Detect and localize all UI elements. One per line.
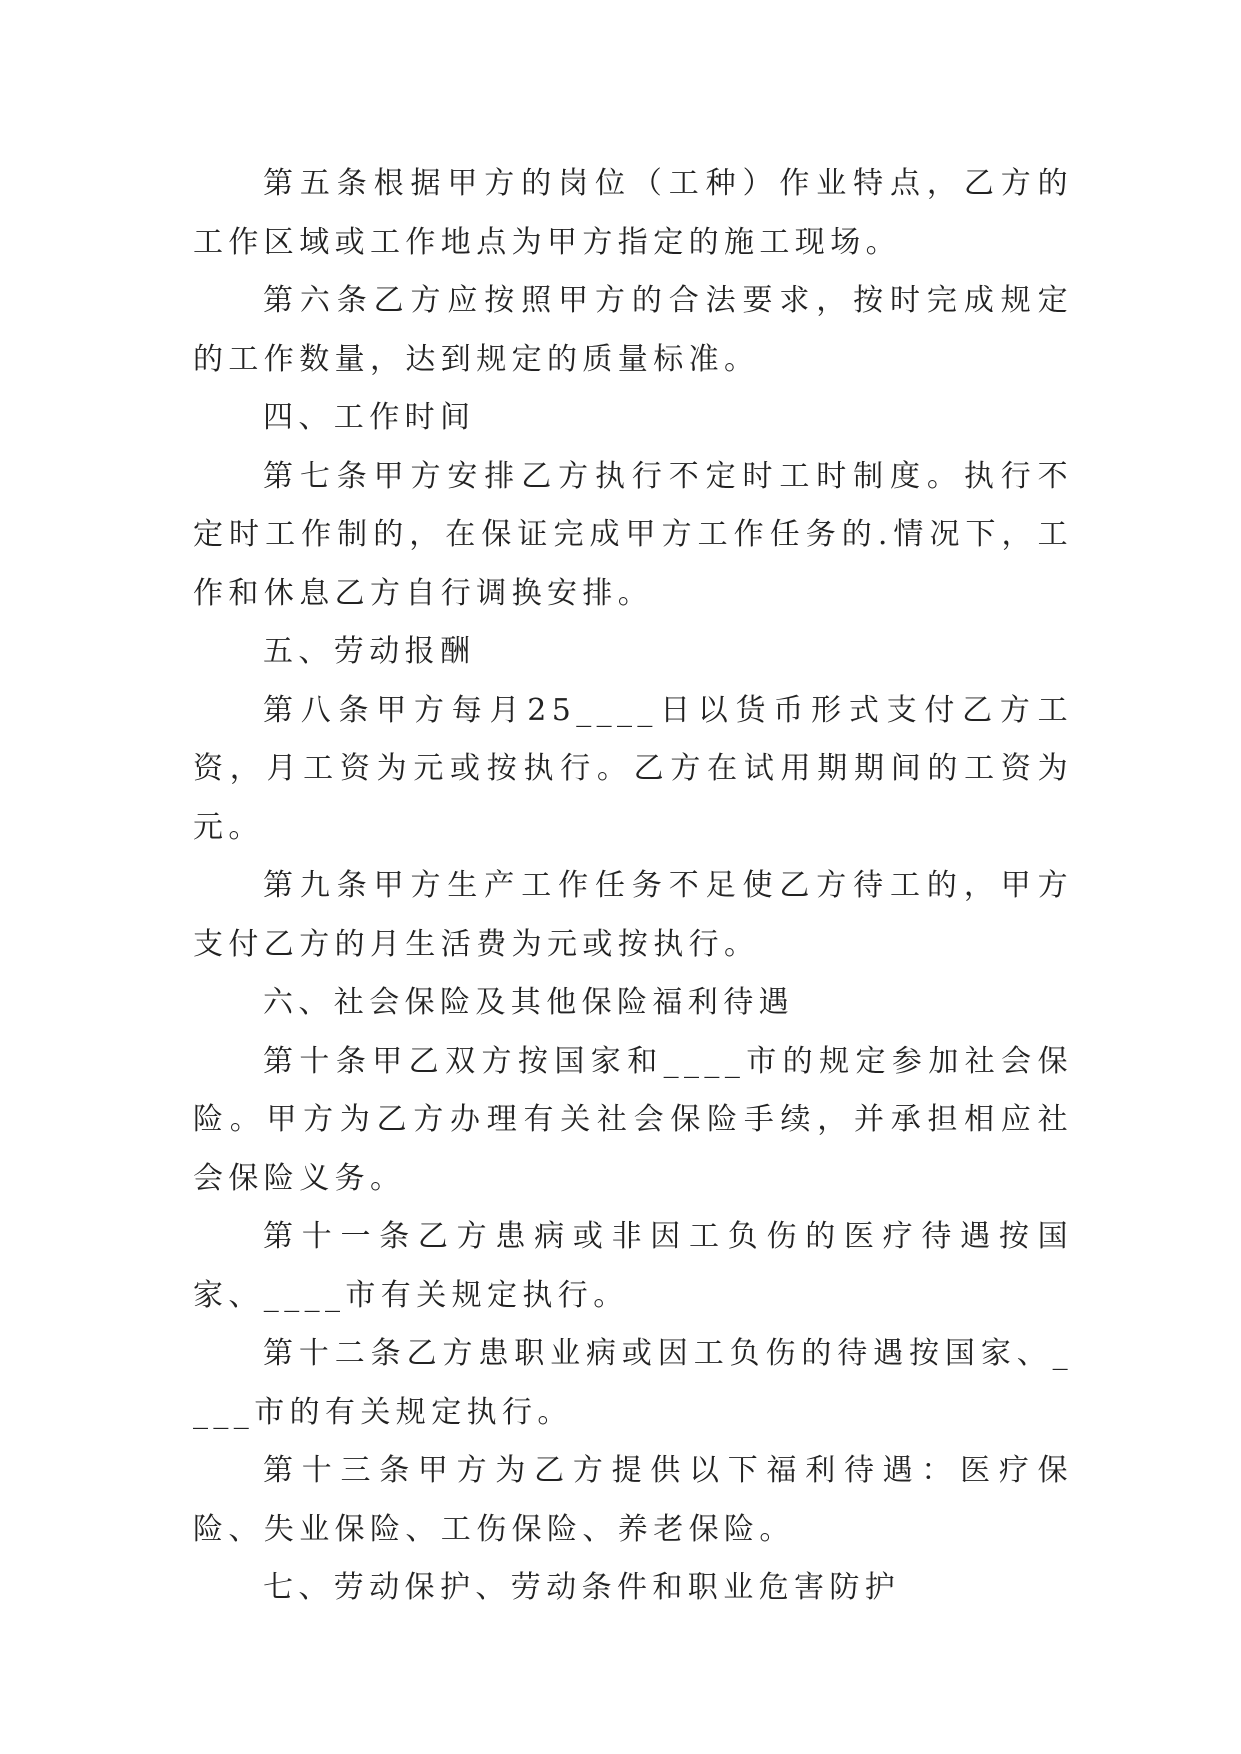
section-heading-remuneration: 五、劳动报酬 xyxy=(263,634,476,669)
document-body xyxy=(193,155,1073,1618)
article-5-paragraph: 第五条根据甲方的岗位（工种）作业特点，乙方的工作区域或工作地点为甲方指定的施工现场。 xyxy=(193,166,1073,260)
section-heading-working-hours: 四、工作时间 xyxy=(263,400,476,435)
article-9-paragraph: 第九条甲方生产工作任务不足使乙方待工的，甲方支付乙方的月生活费为元或按执行。 xyxy=(193,868,1073,962)
article-10-paragraph: 第十条甲乙双方按国家和____市的规定参加社会保险。甲方为乙方办理有关社会保险手续，并承担相应社会保险义务。 xyxy=(193,1043,1073,1196)
section-heading-social-insurance: 六、社会保险及其他保险福利待遇 xyxy=(263,985,794,1020)
section-heading-labor-protection: 七、劳动保护、劳动条件和职业危害防护 xyxy=(263,1570,901,1605)
article-6-paragraph: 第六条乙方应按照甲方的合法要求，按时完成规定的工作数量，达到规定的质量标准。 xyxy=(193,283,1073,377)
article-12-paragraph: 第十二条乙方患职业病或因工负伤的待遇按国家、____市的有关规定执行。 xyxy=(193,1336,1073,1430)
article-11-paragraph: 第十一条乙方患病或非因工负伤的医疗待遇按国家、____市有关规定执行。 xyxy=(193,1219,1073,1313)
article-7-paragraph: 第七条甲方安排乙方执行不定时工时制度。执行不定时工作制的，在保证完成甲方工作任务的.情况下，工作和休息乙方自行调换安排。 xyxy=(193,458,1073,611)
article-13-paragraph: 第十三条甲方为乙方提供以下福利待遇：医疗保险、失业保险、工伤保险、养老保险。 xyxy=(193,1453,1073,1547)
article-8-paragraph: 第八条甲方每月25____日以货币形式支付乙方工资，月工资为元或按执行。乙方在试用期期间的工资为元。 xyxy=(193,692,1073,845)
